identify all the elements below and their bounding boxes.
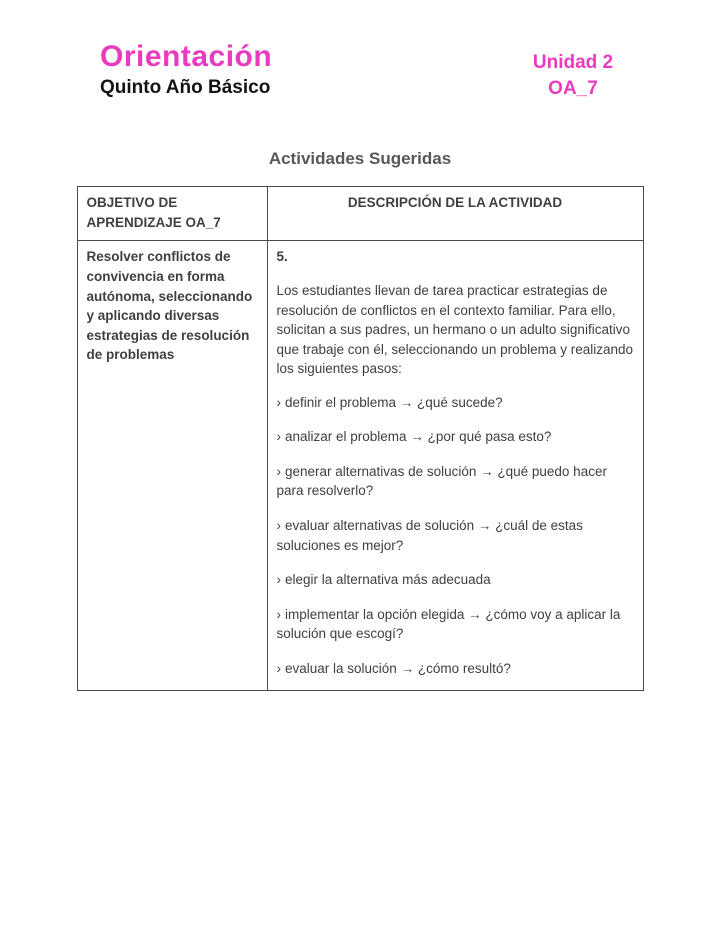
step-bullet: › [276,463,281,479]
description-column-header: DESCRIPCIÓN DE LA ACTIVIDAD [267,187,643,241]
step-item [277,462,634,501]
step-bullet: › [276,660,281,676]
step-text: definir el problema → ¿qué sucede? [285,394,503,410]
document-header [0,0,720,101]
step-item [277,516,634,555]
steps-list [277,393,634,679]
step-item [277,393,634,413]
subject-title: Orientación [100,40,273,73]
description-cell [267,241,643,691]
activities-table [77,186,644,691]
step-text: elegir la alternativa más adecuada [285,572,491,588]
header-right [518,40,628,101]
header-left [100,40,272,99]
step-bullet: › [276,606,281,622]
unit-label: Unidad 2 [532,52,614,73]
step-text: generar alternativas de solución → ¿qué puedo hacer para resolverlo? [276,463,607,499]
step-text: implementar la opción elegida → ¿cómo voy a aplicar la solución que escogí? [276,606,621,642]
step-item [277,427,634,447]
step-text: analizar el problema → ¿por qué pasa esto? [285,429,552,445]
activity-intro: Los estudiantes llevan de tarea practicar estrategias de resolución de conflictos en el contexto familiar. Para ello, solicitan a sus padres, un hermano o un adulto significativo que trabaje con él, seleccionando un problema y realizando los siguientes pasos: [276,282,633,377]
section-title: Actividades Sugeridas [268,149,452,169]
step-bullet: › [276,394,281,410]
step-bullet: › [276,429,281,445]
objective-cell: Resolver conflictos de convivencia en forma autónoma, seleccionando y aplicando diversas estrategias de resolución de problemas [77,241,267,691]
step-bullet: › [276,518,281,534]
objective-column-header: OBJETIVO DE APRENDIZAJE OA_7 [77,187,267,241]
step-item [277,570,634,590]
step-item [277,659,634,679]
step-item [277,605,634,644]
table-row [77,241,643,691]
activity-number: 5. [276,249,288,265]
table-header-row [77,187,643,241]
oa-label: OA_7 [548,77,598,99]
grade-subtitle: Quinto Año Básico [100,77,271,98]
step-bullet: › [276,572,281,588]
step-text: evaluar alternativas de solución → ¿cuál de estas soluciones es mejor? [276,518,583,553]
step-text: evaluar la solución → ¿cómo resultó? [285,660,511,676]
